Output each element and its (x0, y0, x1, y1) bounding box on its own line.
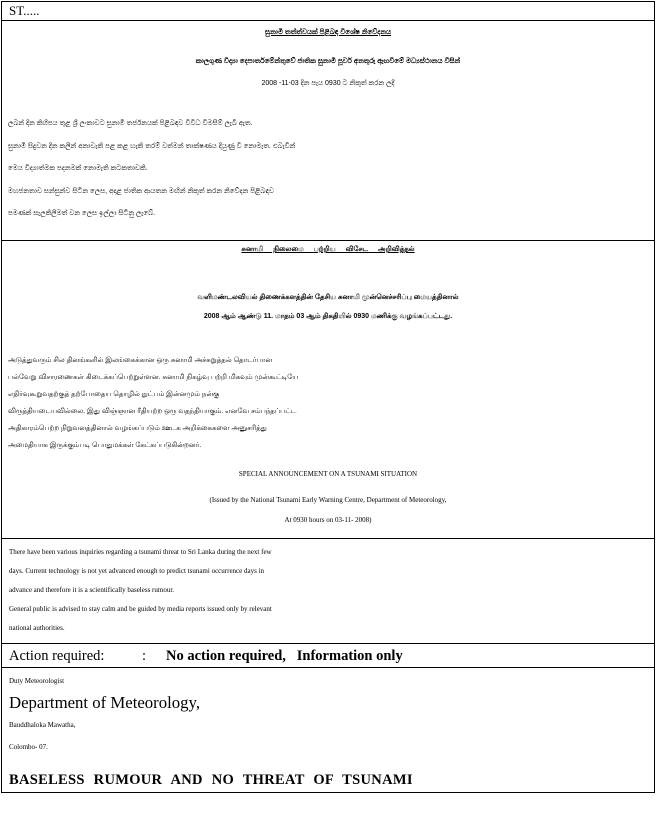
tamil-english-heading-section (2, 241, 654, 532)
signature-section (2, 668, 654, 794)
sinhala-body-line: මහජනතාව සන්සුන්ව සිටින ලෙස, අදාළ ජාතික ආයතන මඟින් නිකුත් කරන නිවේදන පිළිබඳව (8, 187, 274, 195)
tamil-body-line: அதிகாரம்பெற்ற நிறுவனத்தினால் வழங்கப்படும் ஊடக அறிக்கைகளை அனுசரித்து (8, 425, 267, 432)
sinhala-body (8, 113, 644, 226)
action-row (2, 644, 654, 668)
english-body-line: national authorities. (9, 624, 65, 632)
signature-block (9, 670, 200, 758)
tamil-body-line: விருத்தியடையவில்லை. இது விஞ்ஞான ரீதியற்ற ஒரு வதந்தியாகும். எனவே சம்பந்தப்பட்ட (8, 408, 297, 415)
sinhala-title: සුනාමි තත්ත්වයක් පිළිබඳ විශේෂ නිවේදනය (264, 29, 392, 36)
reference-number: ST..... (9, 3, 40, 18)
announcement-document (1, 1, 655, 793)
sinhala-body-line: සුනාමි සිදුවන දින කලින් අනාවැකි පළ කළ හැකි තරම් වත්මන් තාක්ෂණය දියුණු වී නොමැත. එබැවින් (8, 142, 296, 150)
signature-line: Department of Meteorology, (9, 693, 201, 712)
tamil-issuer-line: வளிமண்டலவியல் திணைக்களத்தின் தேசிய சுனாமி முன்னெச்சரிப்பு மையத்தினால் (197, 294, 459, 301)
english-issuer-line: At 0930 hours on 03-11- 2008) (284, 516, 372, 524)
tamil-body-line: அடுத்துவரும் சில தினங்களில் இலங்கைக்கான ஒரு சுனாமி அச்சுறுத்தல் தொடர்பான (8, 357, 273, 364)
english-body-line: advance and therefore it is a scientifically baseless rumour. (9, 586, 175, 594)
signature-line: Bauddhaloka Mawatha, (9, 721, 76, 729)
tamil-title: சுனாமி நிலைமை பற்றிய விசேட அறிவித்தல் (241, 246, 415, 253)
tamil-issuer (2, 288, 654, 326)
action-colon: : (142, 648, 147, 664)
tamil-issuer-line: 2008 ஆம் ஆண்டு 11. மாதம் 03 ஆம் திகதியில் 0930 மணிக்கு வழங்கப்பட்டது. (203, 313, 453, 320)
action-label: Action required: (9, 648, 105, 664)
english-body-line: General public is advised to stay calm and be guided by media reports issued only by relevant (9, 605, 272, 613)
english-body-line: days. Current technology is not yet advanced enough to predict tsunami occurrence days in (9, 567, 265, 575)
sinhala-body-line: පමණක් සැලකිලිමත් වන ලෙස ඉල්ලා සිටිනු ලැබේ. (8, 210, 156, 217)
sinhala-issuer: කාලගුණ විද්‍යා දෙපාර්තමේන්තුවේ ජාතික සුනාමි පූර්ව අනතුරු ඇඟවීමේ මධ්‍යස්ථානය විසින් (195, 58, 461, 65)
reference-row (2, 2, 654, 21)
tamil-body (8, 352, 646, 454)
tamil-body-line: எதிர்வுகூறுவதற்குத் தற்போதைய தொழில் நுட்பம் இன்னமும் நன்கு (8, 391, 220, 398)
english-issuer-line: (Issued by the National Tsunami Early Warning Centre, Department of Meteorology, (209, 496, 447, 504)
tamil-body-line: பல்வேறு விசாரணைகள் கிடைக்கப்பெற்றுள்ளன. சுனாமி நிகழ்வு பற்றி மிகவும் முன்கூட்டியே (8, 374, 299, 381)
sinhala-date-line: 2008 -11-03 දින පැය 0930 ට නිකුත් කරන ලදී (261, 80, 395, 87)
signature-line: Duty Meteorologist (9, 677, 65, 685)
english-title: SPECIAL ANNOUNCEMENT ON A TSUNAMI SITUATION (238, 470, 418, 478)
english-body-section (2, 538, 654, 644)
english-body-line: There have been various inquiries regarding a tsunami threat to Sri Lanka during the next few (9, 548, 272, 556)
action-value: No action required, Information only (166, 648, 403, 664)
english-issuer (2, 490, 654, 530)
tamil-body-line: அமைதியாக இருக்கும்படி பொதுமக்கள் கேட்கப்படுகின்றனர். (8, 442, 202, 449)
signature-line: Colombo- 07. (9, 743, 48, 751)
footer-notice: BASELESS RUMOUR AND NO THREAT OF TSUNAMI (9, 772, 413, 788)
sinhala-body-line: ලබන් දින කිහිපය තුළ ශ්‍රී ලංකාවට සුනාමි තර්ජනයක් පිළිබඳව විවිධ විමසීම් ලැබී ඇත. (8, 120, 253, 127)
english-body (9, 543, 648, 638)
sinhala-section (2, 21, 654, 241)
sinhala-body-line: මෙය විද්‍යාත්මක පදනමක් නොමැති කටකතාවකි. (8, 165, 148, 172)
